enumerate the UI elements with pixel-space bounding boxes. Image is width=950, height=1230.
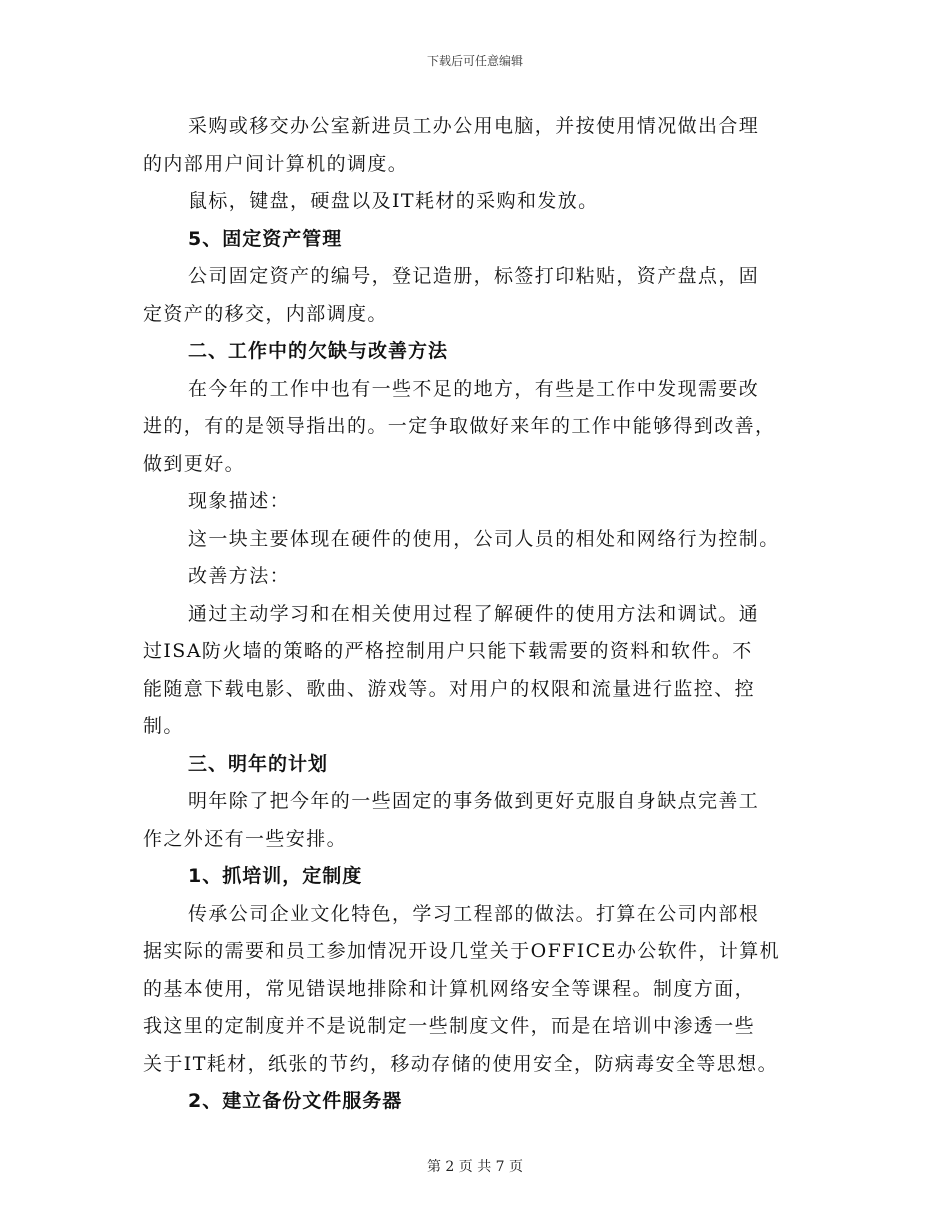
paragraph-line: 的内部用户间计算机的调度。: [143, 152, 409, 175]
paragraph-line: 采购或移交办公室新进员工办公用电脑，并按使用情况做出合理: [188, 115, 760, 137]
paragraph-line: 关于IT耗材，纸张的节约，移动存储的使用安全，防病毒安全等思想。: [143, 1052, 778, 1075]
section-heading: 1、抓培训，定制度: [188, 865, 363, 887]
paragraph-line: 通过主动学习和在相关使用过程了解硬件的使用方法和调试。通: [188, 602, 760, 625]
section-heading: 二、工作中的欠缺与改善方法: [188, 340, 449, 362]
paragraph-line: 公司固定资产的编号，登记造册，标签打印粘贴，资产盘点，固: [188, 265, 760, 287]
paragraph-line: 能随意下载电影、歌曲、游戏等。对用户的权限和流量进行监控、控: [143, 677, 756, 700]
paragraph-line: 做到更好。: [143, 452, 246, 475]
paragraph-line: 定资产的移交，内部调度。: [143, 302, 388, 325]
paragraph-line: 过ISA防火墙的策略的严格控制用户只能下载需要的资料和软件。不: [143, 640, 753, 662]
page-header-note: 下载后可任意编辑: [426, 54, 523, 68]
paragraph-line: 作之外还有一些安排。: [143, 827, 348, 850]
paragraph-line: 在今年的工作中也有一些不足的地方，有些是工作中发现需要改: [188, 377, 760, 400]
paragraph-line: 据实际的需要和员工参加情况开设几堂关于OFFICE办公软件，计算机: [143, 940, 781, 962]
section-heading: 2、建立备份文件服务器: [188, 1090, 403, 1112]
paragraph-line: 传承公司企业文化特色，学习工程部的做法。打算在公司内部根: [188, 902, 760, 925]
paragraph-line: 这一块主要体现在硬件的使用，公司人员的相处和网络行为控制。: [188, 527, 780, 550]
paragraph-line: 鼠标，键盘，硬盘以及IT耗材的采购和发放。: [188, 190, 599, 212]
paragraph-line: 进的，有的是领导指出的。一定争取做好来年的工作中能够得到改善，: [143, 415, 776, 437]
paragraph-line: 改善方法：: [188, 565, 291, 587]
paragraph-line: 的基本使用，常见错误地排除和计算机网络安全等课程。制度方面，: [143, 977, 756, 1000]
page-number: 第 2 页 共 7 页: [426, 1159, 524, 1175]
paragraph-line: 明年除了把今年的一些固定的事务做到更好克服自身缺点完善工: [188, 790, 760, 812]
section-heading: 三、明年的计划: [188, 752, 329, 775]
document-body: [143, 108, 811, 1121]
section-heading: 5、固定资产管理: [188, 227, 343, 250]
paragraph-line: 制。: [143, 715, 184, 737]
paragraph-line: 现象描述：: [188, 490, 291, 512]
paragraph-line: 我这里的定制度并不是说制定一些制度文件，而是在培训中渗透一些: [143, 1015, 756, 1037]
